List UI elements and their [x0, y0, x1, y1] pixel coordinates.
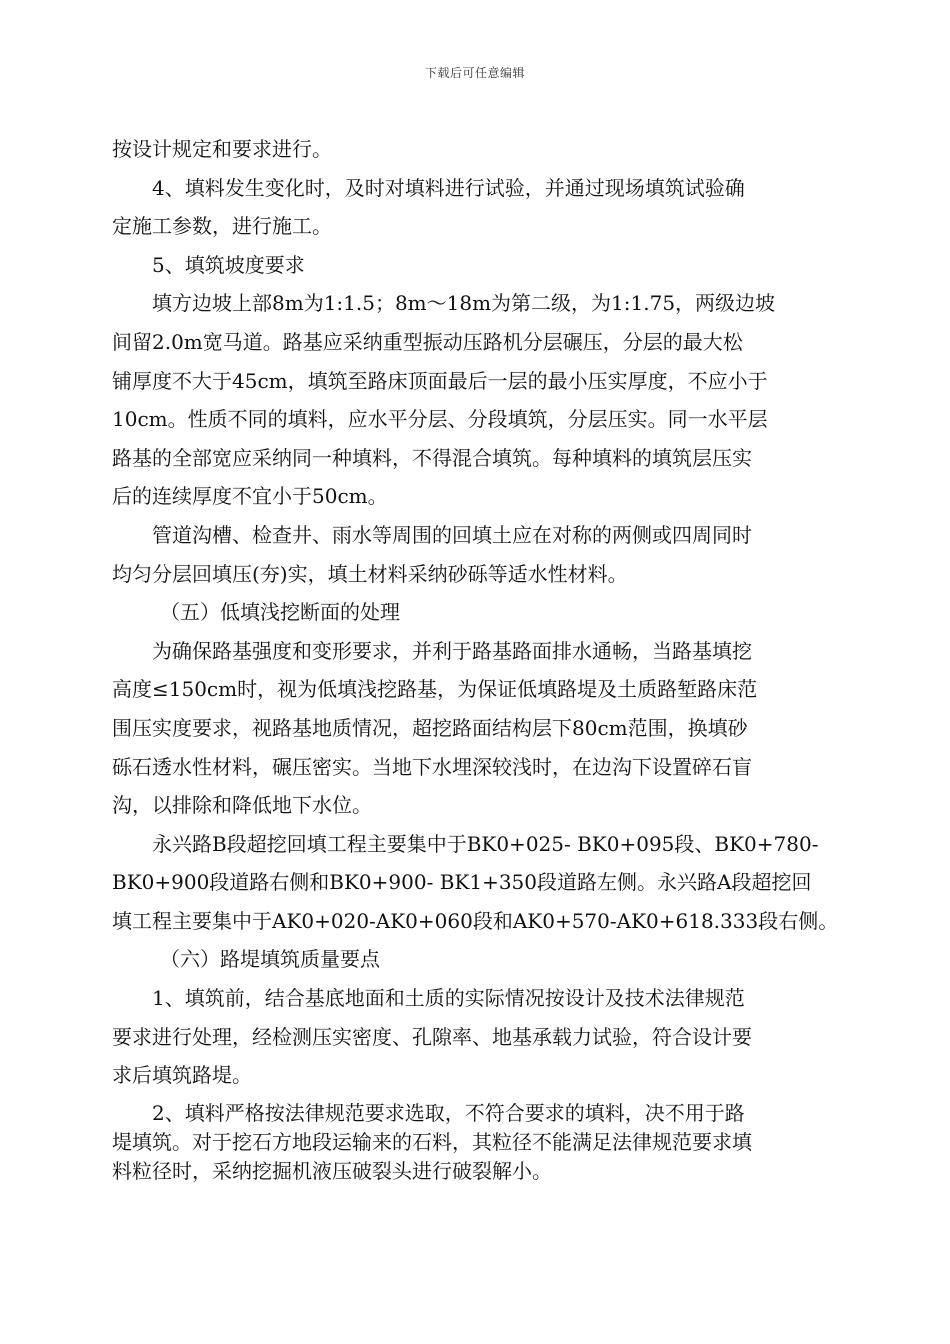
text-line: 料粒径时，采纳挖掘机液压破裂头进行破裂解小。	[112, 1158, 552, 1183]
text-line: 2、填料严格按法律规范要求选取，不符合要求的填料，决不用于路	[152, 1100, 745, 1125]
text-line: 1、填筑前，结合基底地面和土质的实际情况按设计及技术法律规范	[152, 986, 745, 1011]
text-line: 铺厚度不大于45cm，填筑至路床顶面最后一层的最小压实厚度，不应小于	[112, 368, 768, 393]
text-line: 路基的全部宽应采纳同一种填料，不得混合填筑。每种填料的填筑层压实	[112, 445, 752, 470]
text-line: 4、填料发生变化时，及时对填料进行试验，并通过现场填筑试验确	[152, 175, 745, 200]
text-line: 沟，以排除和降低地下水位。	[112, 793, 372, 818]
text-line: 定施工参数，进行施工。	[112, 214, 332, 239]
text-line: 填工程主要集中于AK0+020-AK0+060段和AK0+570-AK0+618.333段右侧。	[112, 908, 839, 933]
page-header: 下载后可任意编辑	[424, 66, 525, 80]
text-line: 间留2.0m宽马道。路基应采纳重型振动压路机分层碾压，分层的最大松	[112, 329, 743, 354]
document-body	[112, 130, 839, 1186]
section-heading: 5、填筑坡度要求	[152, 252, 305, 277]
text-line: 永兴路B段超挖回填工程主要集中于BK0+025- BK0+095段、BK0+780-	[152, 831, 819, 856]
text-line: 砾石透水性材料，碾压密实。当地下水埋深较浅时，在边沟下设置碎石盲	[112, 754, 752, 779]
text-line: 按设计规定和要求进行。	[112, 137, 332, 161]
text-line: BK0+900段道路右侧和BK0+900- BK1+350段道路左侧。永兴路A段超挖回	[112, 870, 812, 895]
text-line: 要求进行处理，经检测压实密度、孔隙率、地基承载力试验，符合设计要	[112, 1024, 752, 1049]
text-line: 围压实度要求，视路基地质情况，超挖路面结构层下80cm范围，换填砂	[112, 715, 748, 740]
text-line: 填方边坡上部8m为1:1.5；8m～18m为第二级，为1:1.75，两级边坡	[152, 291, 776, 316]
text-line: 高度≤150cm时，视为低填浅挖路基，为保证低填路堤及土质路堑路床范	[112, 677, 758, 702]
section-heading: （六）路堤填筑质量要点	[160, 947, 380, 972]
text-line: 堤填筑。对于挖石方地段运输来的石料，其粒径不能满足法律规范要求填	[112, 1129, 752, 1154]
text-line: 后的连续厚度不宜小于50cm。	[112, 484, 388, 509]
text-line: 均匀分层回填压(夯)实，填土材料采纳砂砾等适水性材料。	[112, 561, 628, 586]
text-line: 管道沟槽、检查井、雨水等周围的回填土应在对称的两侧或四周同时	[152, 522, 752, 547]
text-line: 为确保路基强度和变形要求，并利于路基路面排水通畅，当路基填挖	[152, 638, 752, 663]
section-heading: （五）低填浅挖断面的处理	[160, 600, 400, 625]
text-line: 求后填筑路堤。	[112, 1063, 252, 1088]
text-line: 10cm。性质不同的填料，应水平分层、分段填筑，分层压实。同一水平层	[112, 407, 768, 432]
